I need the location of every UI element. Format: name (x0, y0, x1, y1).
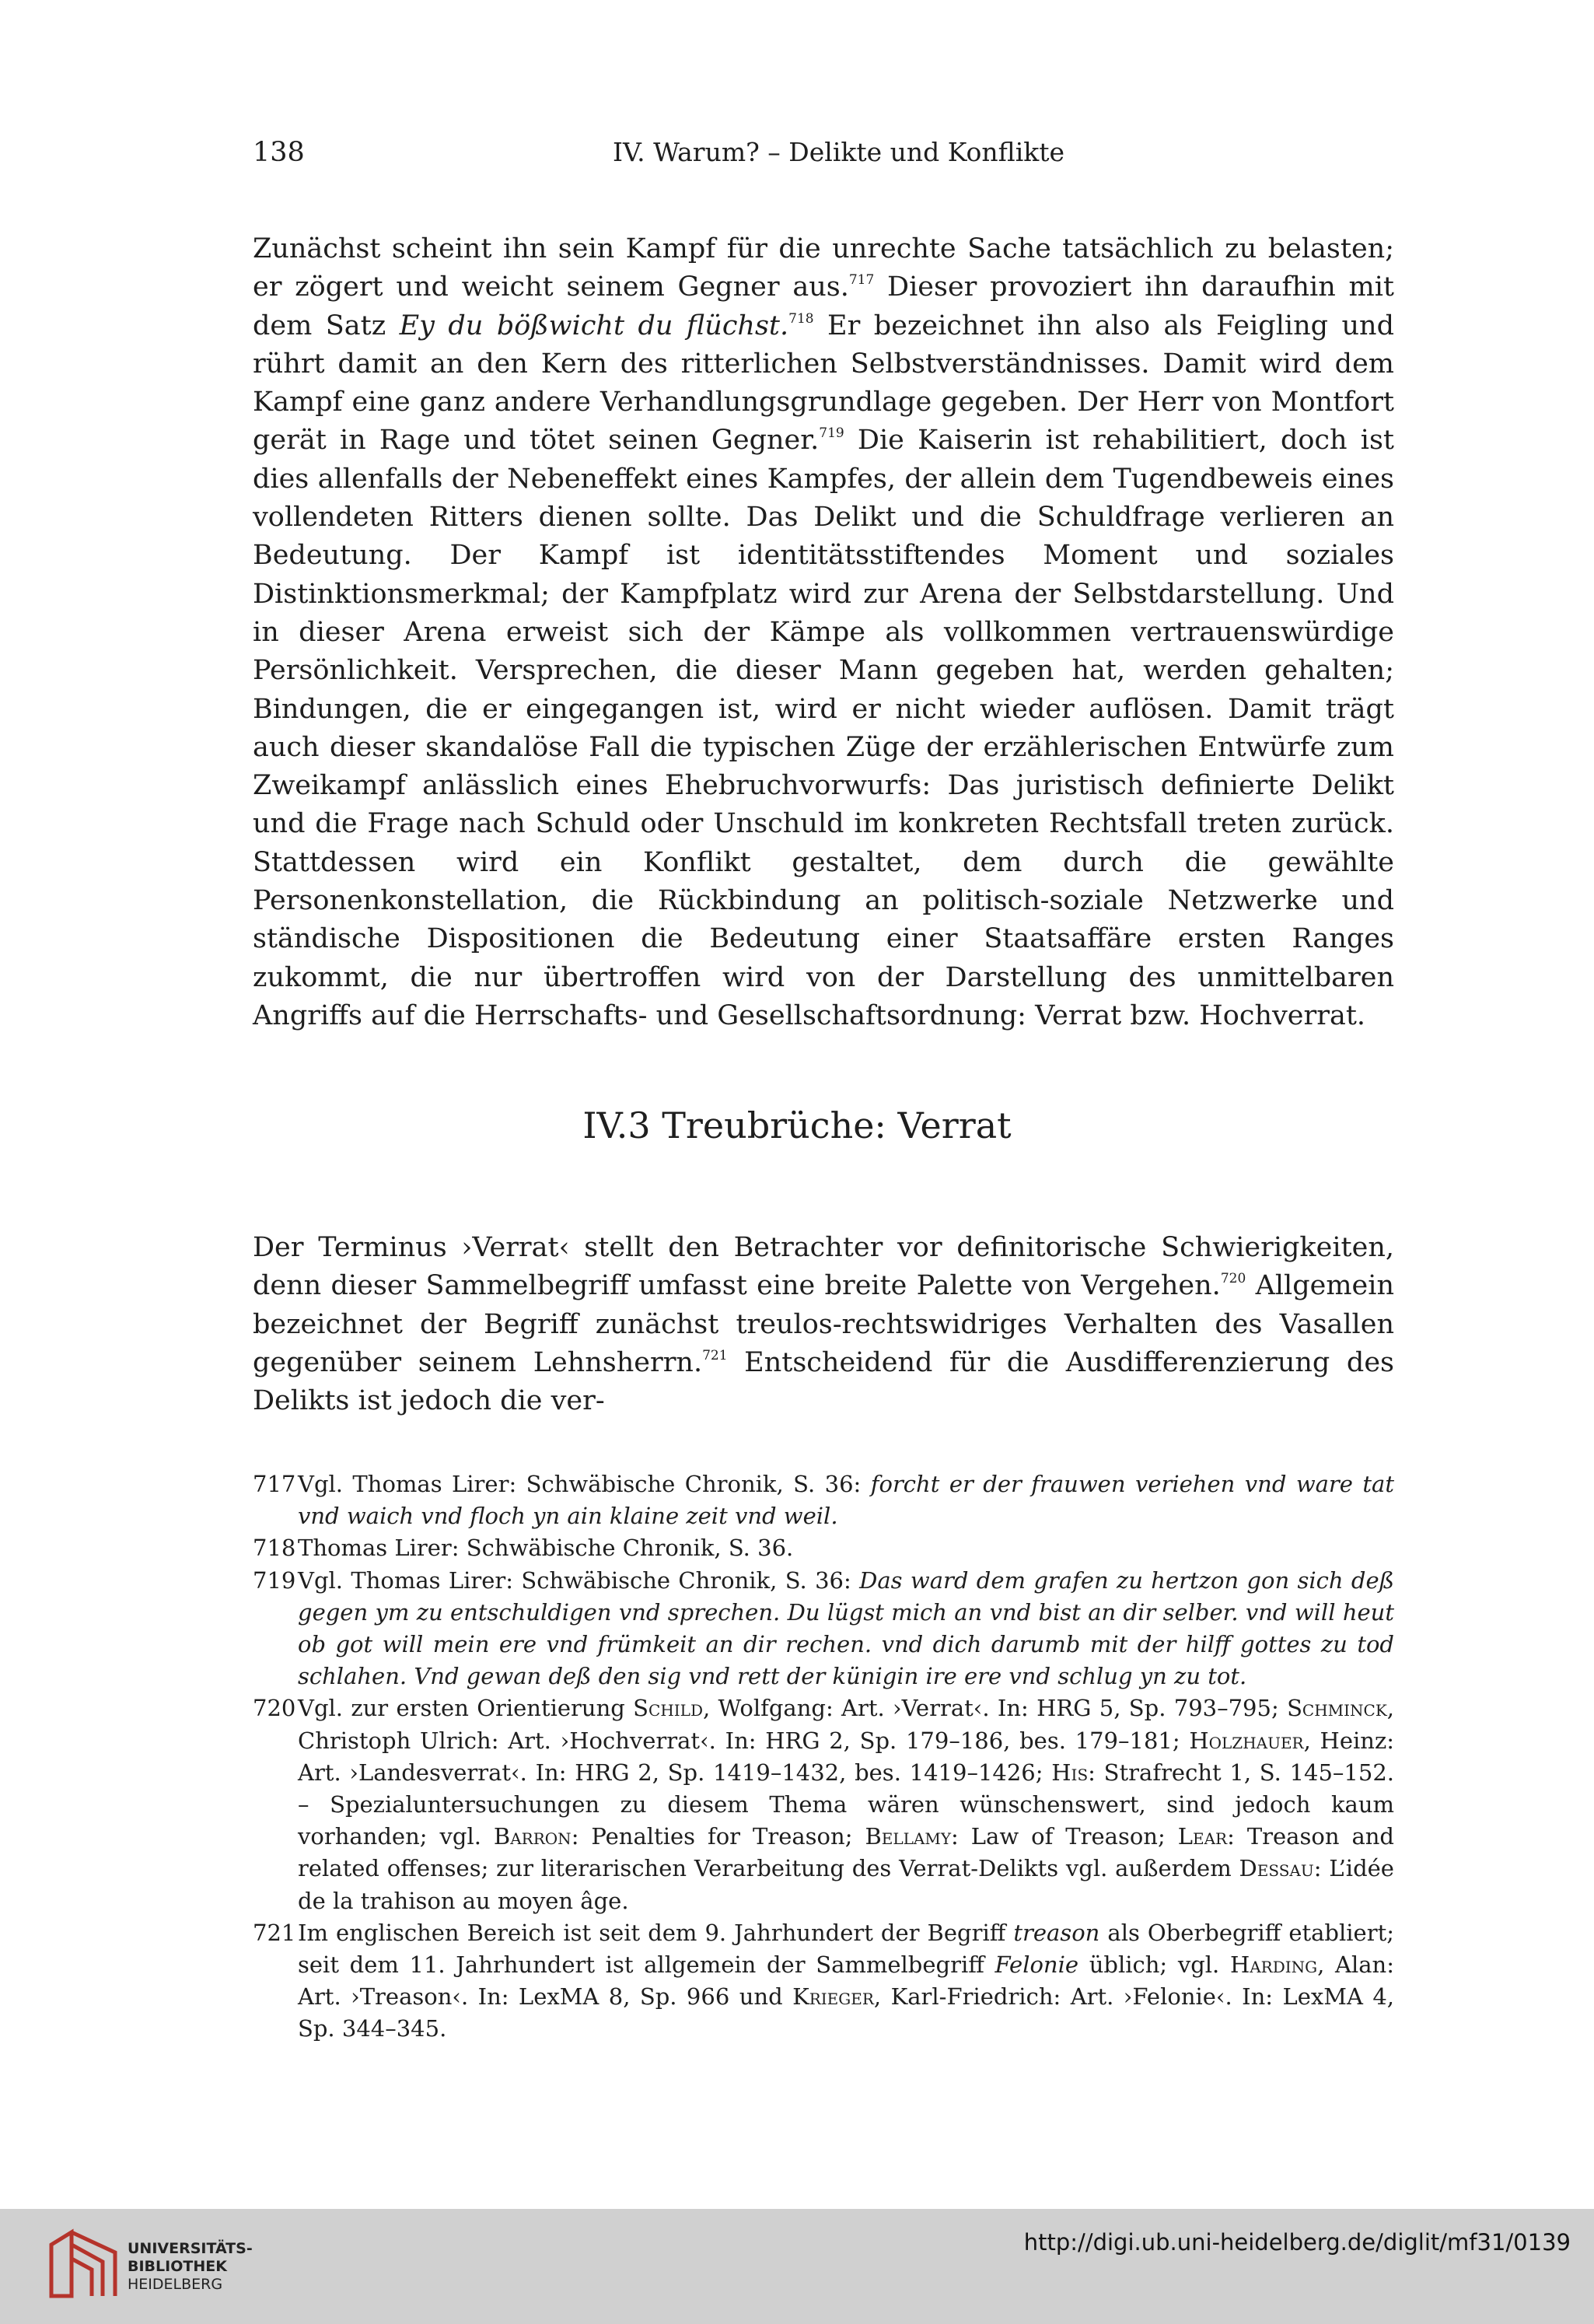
source-url-link[interactable]: http://digi.ub.uni-heidelberg.de/diglit/mf31/0139 (1023, 2229, 1571, 2256)
body-paragraph-2 (253, 1229, 1394, 1420)
text-run: Die Kaiserin ist rehabilitiert, doch ist dies allenfalls der Nebeneffekt eines Kampfes, der allein dem Tugendbeweis eines vollendeten Ritters dienen sollte. Das Delikt und die Schuldfrage verlieren an Bedeutung. Der Kampf ist identitätsstiftendes Moment und soziales Distinktionsmerkmal; der Kampfplatz wird zur Arena der Selbstdarstellung. Und in dieser Arena erweist sich der Kämpe als vollkommen vertrauenswürdige Persönlichkeit. Versprechen, die dieser Mann gegeben hat, werden gehalten; Bindungen, die er eingegangen ist, wird er nicht wieder auflösen. Damit trägt auch dieser skandalöse Fall die typischen Züge der erzählerischen Entwürfe zum Zweikampf anlässlich eines Ehebruchvorwurfs: Das juristisch definierte Delikt und die Frage nach Schuld oder Unschuld im konkreten Rechtsfall treten zurück. Stattdessen wird ein Konflikt gestaltet, dem durch die gewählte Personenkonstellation, die Rückbindung an politisch-soziale Netzwerke und ständische Dispositionen die Bedeutung einer Staatsaffäre ersten Ranges zukommt, die nur übertroffen wird von der Darstellung des unmittelbaren Angriffs auf die Herrschafts- und Gesellschaftsordnung: Verrat bzw. Hochverrat. (253, 425, 1394, 1031)
footnote-720 (253, 1692, 1394, 1916)
footnote-text (298, 1468, 1394, 1532)
footnotes (253, 1468, 1394, 2046)
footnote-number: 718 (253, 1535, 296, 1562)
quoted-text: Felonie (995, 1951, 1079, 1979)
page-number: 138 (253, 137, 305, 168)
library-name-line: BIBLIOTHEK (128, 2258, 227, 2275)
footnote-text (298, 1692, 1394, 1916)
author-name: Schminck (1287, 1695, 1387, 1722)
text-run: üblich; vgl. (1078, 1951, 1230, 1979)
text-run: Vgl. zur ersten Orientierung (298, 1695, 634, 1722)
text-run: Vgl. Thomas Lirer: Schwäbische Chronik, S. 36: (298, 1471, 871, 1497)
library-name-line: HEIDELBERG (128, 2276, 223, 2293)
footnote-ref-721[interactable]: 721 (702, 1347, 728, 1363)
section-heading: IV.3 Treubrüche: Verrat (582, 1104, 1012, 1146)
author-name: Krieger (792, 1983, 874, 2011)
footnote-text (298, 1565, 1394, 1693)
footnote-ref-718[interactable]: 718 (788, 310, 814, 327)
footnote-text: Thomas Lirer: Schwäbische Chronik, S. 36. (298, 1535, 794, 1562)
text-run: Er bezeichnet ihn also als Feigling und rührt damit an den Kern des ritterlichen Selbstverständnisses. Damit wird dem Kampf eine ganz andere Verhandlungsgrundlage gegeben. Der Herr von Montfort gerät in Rage und tötet seinen Gegner. (253, 310, 1395, 457)
text-run: Dieser provoziert ihn daraufhin mit dem Satz (253, 271, 1394, 341)
footnote-number: 720 (253, 1695, 296, 1722)
text-run: als Oberbegriff etabliert; seit dem 11. Jahrhundert ist allgemein der Sammelbegriff (298, 1919, 1394, 1979)
author-name: Bellamy (865, 1823, 952, 1850)
author-name: Barron (493, 1823, 572, 1850)
author-name: Lear (1177, 1823, 1228, 1850)
text-run: , Heinz: Art. ›Landesverrat‹. In: HRG 2, Sp. 1419–1432, bes. 1419–1426; (298, 1727, 1394, 1786)
text-run: Entscheidend für die Ausdifferenzierung des Delikts ist jedoch die ver- (253, 1346, 1395, 1417)
footnote-number: 719 (253, 1566, 296, 1594)
footnote-ref-719[interactable]: 719 (819, 425, 844, 442)
text-run: : Penalties for Treason; (571, 1823, 865, 1850)
text-run: , Wolfgang: Art. ›Verrat‹. In: HRG 5, Sp. 793–795; (703, 1695, 1288, 1722)
library-logo-icon (40, 2221, 128, 2308)
text-run: : Treason and related offenses; zur literarischen Verarbeitung des Verrat-Delikts vgl. außerdem (298, 1823, 1394, 1882)
text-run: : L’idée de la trahison au moyen âge. (298, 1855, 1394, 1914)
text-run: , Alan: Art. ›Treason‹. In: LexMA 8, Sp. 966 und (298, 1951, 1394, 2011)
footnote-719 (253, 1565, 1394, 1693)
text-run: , Karl-Friedrich: Art. ›Felonie‹. In: LexMA 4, Sp. 344–345. (298, 1983, 1394, 2042)
author-name: Holzhauer (1189, 1727, 1304, 1754)
text-run: Allgemein bezeichnet der Begriff zunächst treulos-rechtswidriges Verhalten des Vasallen gegenüber seinem Lehnsherrn. (253, 1270, 1394, 1378)
library-name (128, 2240, 253, 2294)
footnote-717 (253, 1468, 1394, 1532)
text-run: Vgl. Thomas Lirer: Schwäbische Chronik, S. 36: (298, 1566, 860, 1594)
text-run: Im englischen Bereich ist seit dem 9. Jahrhundert der Begriff (298, 1919, 1014, 1946)
author-name: His (1051, 1759, 1089, 1786)
quoted-text: treason (1013, 1919, 1100, 1946)
author-name: Schild (633, 1695, 703, 1722)
footnote-ref-717[interactable]: 717 (848, 272, 875, 289)
author-name: Harding (1229, 1951, 1318, 1979)
footnote-721 (253, 1917, 1394, 2046)
footnote-number: 717 (253, 1471, 296, 1497)
text-run: : Law of Treason; (951, 1823, 1178, 1850)
running-head: IV. Warum? – Delikte und Konflikte (613, 137, 1065, 167)
text-run: , Christoph Ulrich: Art. ›Hochverrat‹. In: HRG 2, Sp. 179–186, bes. 179–181; (298, 1695, 1395, 1754)
library-name-line: UNIVERSITÄTS- (128, 2240, 253, 2257)
quoted-text: Das ward dem grafen zu hertzon gon sich deß gegen ym zu entschuldigen vnd sprechen. Du lügst mich an vnd bist an dir selber. vnd will heut ob got will mein ere vnd frümkeit an dir rechen. vnd dich darumb mit der hilff gottes zu tod schlahen. Vnd gewan deß den sig vnd rett der künigin ire ere vnd schlug yn zu tot. (298, 1566, 1394, 1690)
text-run: : Strafrecht 1, S. 145–152. – Spezialuntersuchungen zu diesem Thema wären wünschenswert, sind jedoch kaum vorhanden; vgl. (298, 1759, 1394, 1850)
text-run: Der Terminus ›Verrat‹ stellt den Betrachter vor definitorische Schwierigkeiten, denn dieser Sammelbegriff umfasst eine breite Palette von Vergehen. (253, 1232, 1394, 1302)
footnote-number: 721 (253, 1919, 296, 1946)
quoted-text: forcht er der frauwen veriehen vnd ware tat vnd waich vnd floch yn ain klaine zeit vnd weil. (298, 1471, 1394, 1530)
footnote-718 (253, 1532, 1394, 1564)
footnote-text (298, 1917, 1394, 2046)
text-run: Zunächst scheint ihn sein Kampf für die unrechte Sache tatsächlich zu belasten; er zögert und weicht seinem Gegner aus. (253, 233, 1394, 303)
footnote-ref-720[interactable]: 720 (1220, 1271, 1246, 1287)
quoted-text: Ey du bößwicht du flüchst. (399, 310, 789, 341)
author-name: Dessau (1239, 1855, 1314, 1882)
body-paragraph-1 (253, 230, 1394, 1035)
